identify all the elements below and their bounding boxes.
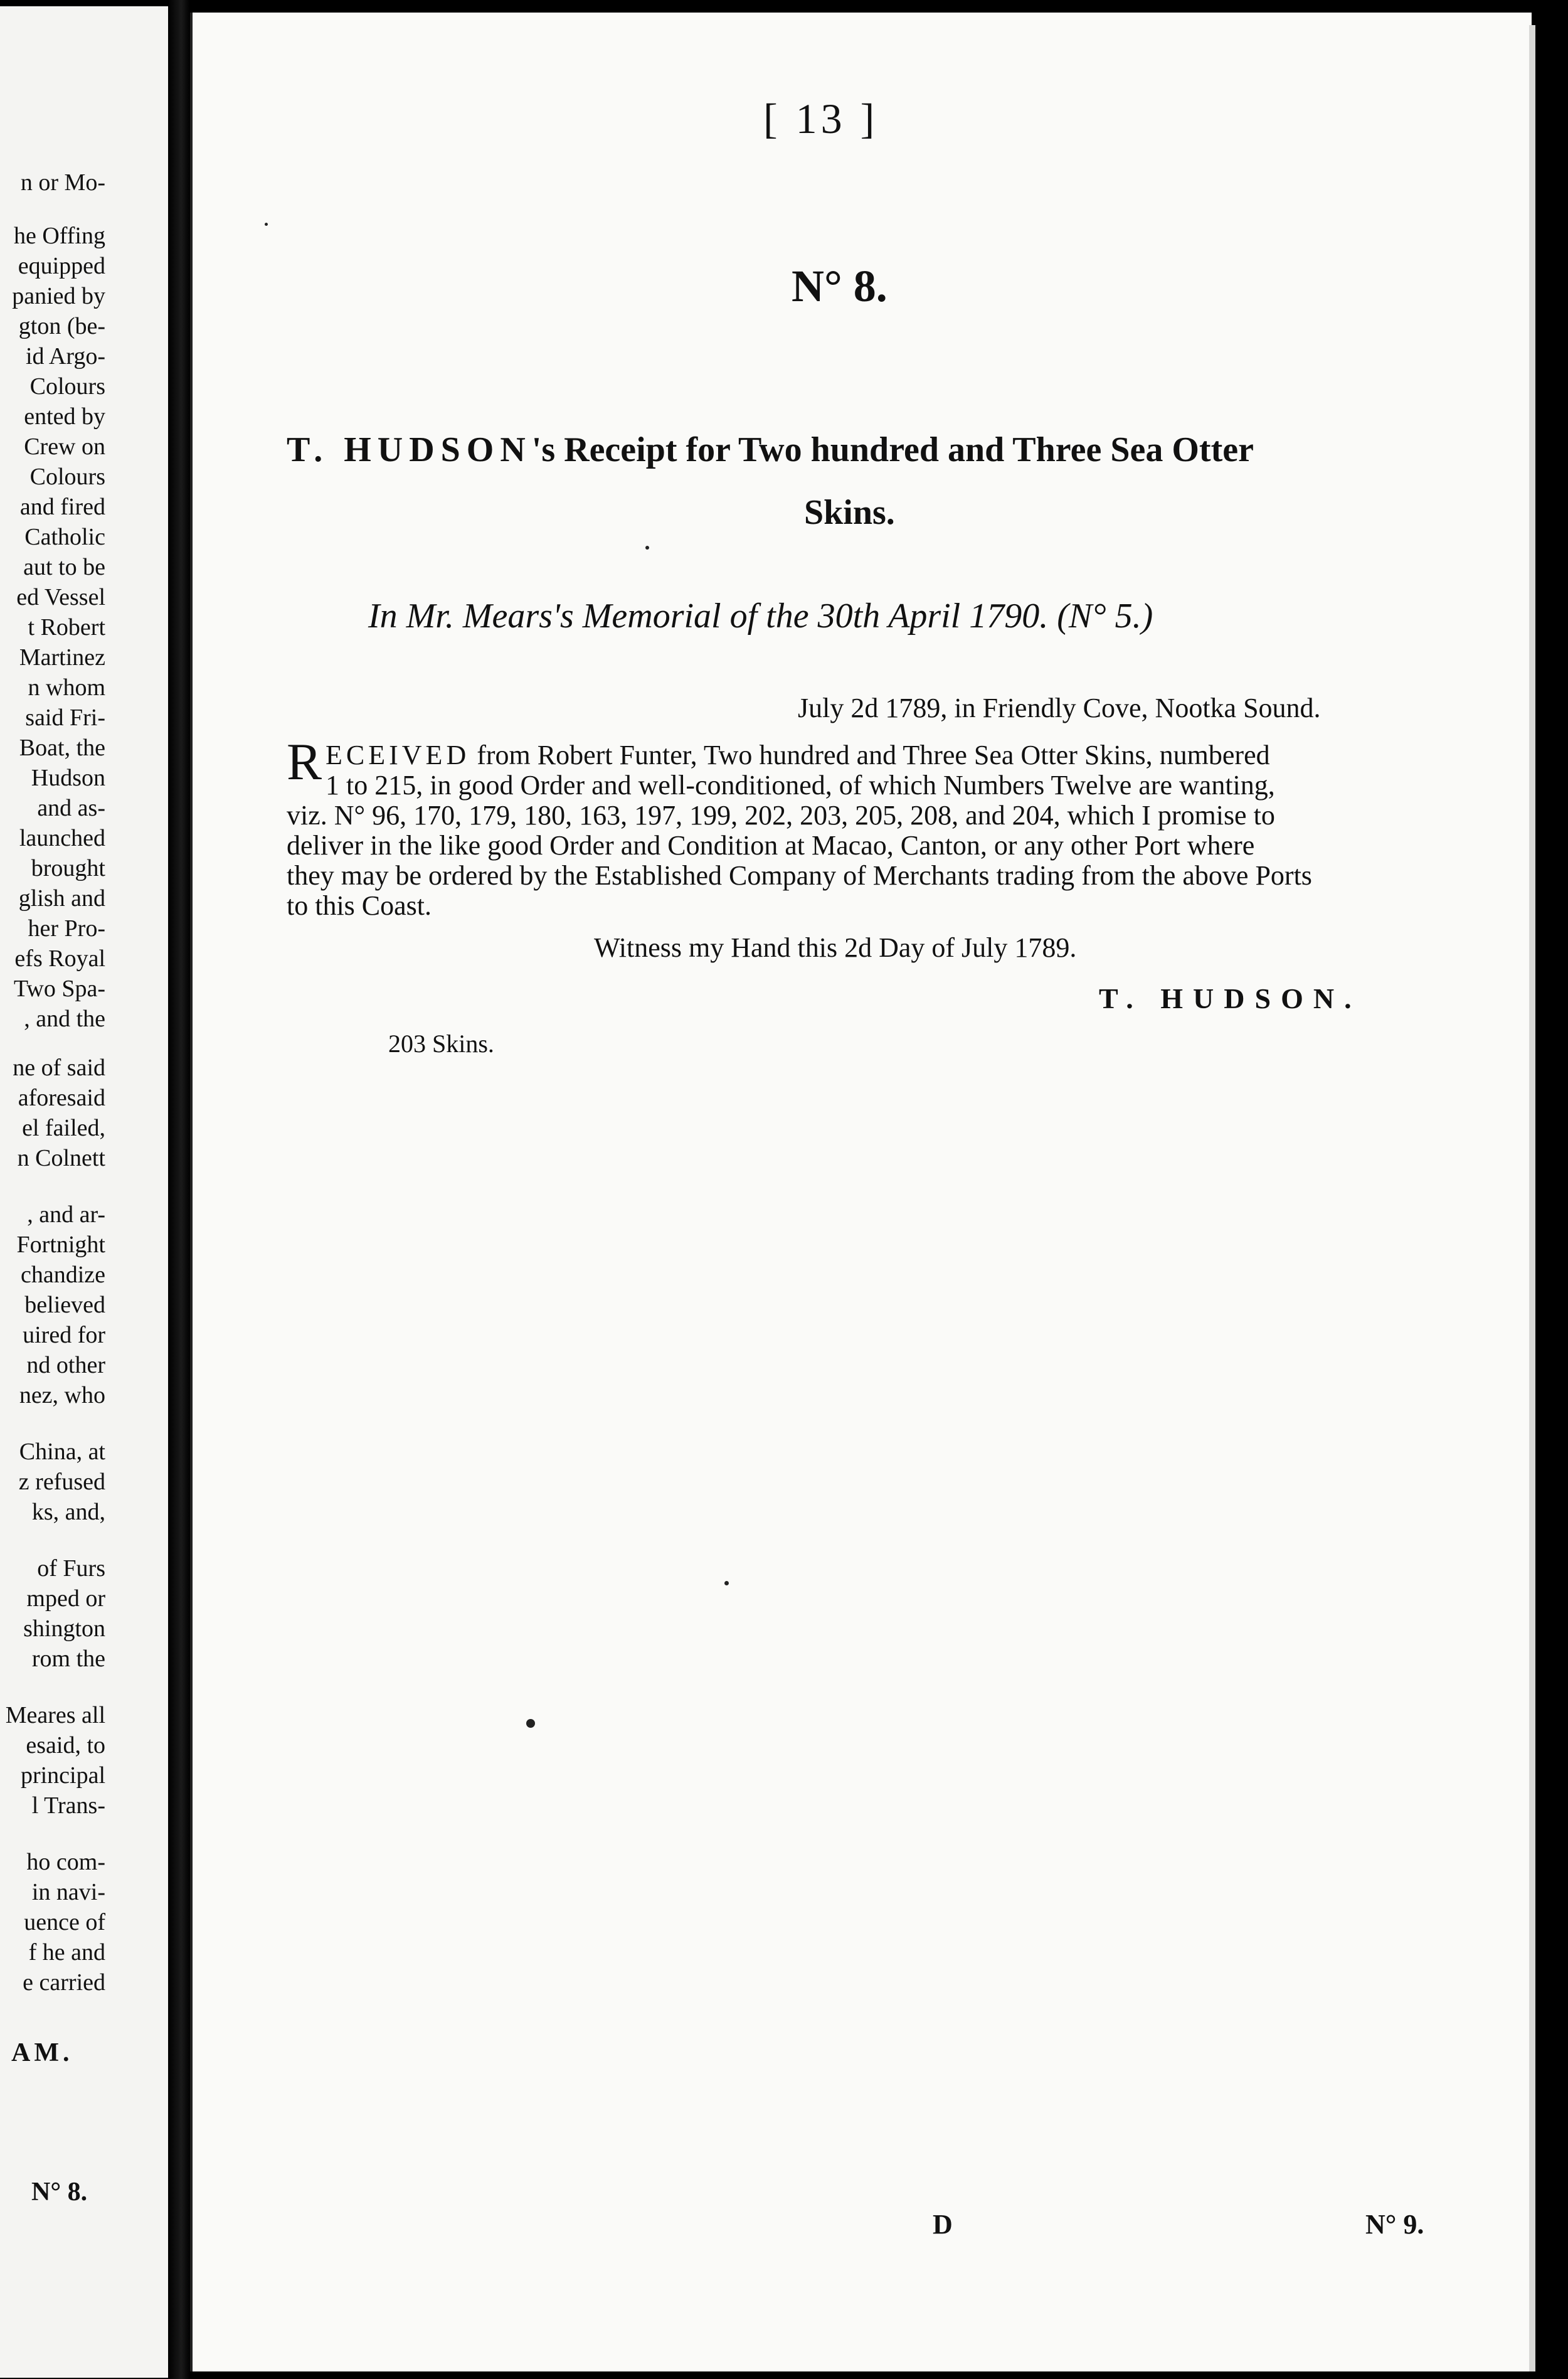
left-page-line: Boat, the <box>19 735 105 761</box>
skins-count-note: 203 Skins. <box>388 1030 494 1058</box>
left-page-line: chandize <box>20 1262 105 1288</box>
left-page-line: Colours <box>29 373 105 400</box>
left-page-line: and fired <box>19 494 105 520</box>
left-page-line: her Pro- <box>28 915 105 942</box>
left-page-line: Martinez <box>19 644 105 671</box>
left-page-line: ne of said <box>13 1055 105 1081</box>
left-page-line: Two Spa- <box>13 976 105 1002</box>
memorial-reference: In Mr. Mears's Memorial of the 30th April 1790. (N° 5.) <box>368 597 1153 636</box>
left-page-line: he Offing <box>14 223 105 249</box>
body-line-2: 1 to 215, in good Order and well-conditioned, of which Numbers Twelve are wanting, <box>326 770 1275 801</box>
left-page-line: z refused <box>18 1469 105 1495</box>
left-page-line: shington <box>23 1615 105 1642</box>
receipt-dateline: July 2d 1789, in Friendly Cove, Nootka Sound. <box>798 693 1321 723</box>
left-page-line: id Argo- <box>25 343 105 370</box>
left-page-line: ed Vessel <box>16 584 105 610</box>
left-page-line: launched <box>19 825 105 851</box>
document-number: N° 8. <box>792 261 887 311</box>
left-page-line: Colours <box>29 464 105 490</box>
left-page-line: f he and <box>28 1939 105 1966</box>
left-page-line: aforesaid <box>18 1085 105 1111</box>
left-page-line: gton (be- <box>18 313 105 339</box>
body-line-6: to this Coast. <box>287 890 432 921</box>
left-page-line: Catholic <box>24 524 105 550</box>
signature-mark: D <box>933 2209 953 2240</box>
title-name: T. HUDSON <box>287 430 532 469</box>
left-page-line: Fortnight <box>16 1232 105 1258</box>
left-page-line: panied by <box>12 283 105 309</box>
left-page-line: glish and <box>18 885 105 912</box>
left-facing-page <box>0 6 168 2378</box>
ink-speck <box>526 1719 535 1728</box>
left-page-line: n whom <box>28 674 105 701</box>
left-page-line: in navi- <box>31 1879 105 1905</box>
left-page-line: nd other <box>26 1352 105 1378</box>
left-page-line: efs Royal <box>14 945 105 972</box>
left-page-line: ented by <box>24 403 105 430</box>
left-page-line: China, at <box>19 1439 105 1465</box>
body-line-3: viz. N° 96, 170, 179, 180, 163, 197, 199, 202, 203, 205, 208, and 204, which I promise to <box>287 800 1275 831</box>
left-page-line: Hudson <box>31 765 105 791</box>
left-page-line: Meares all <box>5 1702 105 1728</box>
ink-speck <box>645 546 649 550</box>
left-page-line: l Trans- <box>31 1792 105 1819</box>
left-page-closing: AM. <box>11 2038 73 2067</box>
body-line-5: they may be ordered by the Established Company of Merchants trading from the above Ports <box>287 860 1312 891</box>
left-page-line: rom the <box>31 1646 105 1672</box>
left-page-line: equipped <box>18 253 105 279</box>
right-page-catchword: N° 9. <box>1365 2209 1424 2240</box>
left-page-line: aut to be <box>23 554 105 580</box>
ink-speck <box>265 223 268 226</box>
body-line-4: deliver in the like good Order and Condition at Macao, Canton, or any other Port where <box>287 830 1255 861</box>
left-page-line: ks, and, <box>31 1499 105 1525</box>
left-page-line: brought <box>31 855 105 881</box>
right-page <box>190 13 1532 2371</box>
left-page-line: believed <box>24 1292 105 1318</box>
left-page-line: Crew on <box>24 434 105 460</box>
left-page-line: of Furs <box>37 1555 105 1582</box>
left-page-line: mped or <box>26 1585 105 1612</box>
left-page-line: nez, who <box>19 1382 105 1408</box>
left-page-line: principal <box>20 1762 105 1789</box>
left-page-line: uired for <box>23 1322 105 1348</box>
left-page-line: n or Mo- <box>20 169 105 196</box>
page-edge <box>1529 25 1535 2371</box>
left-page-line: n Colnett <box>17 1145 105 1171</box>
left-page-line: and as- <box>37 795 105 821</box>
body-line-1: RECEIVED from Robert Funter, Two hundred and Three Sea Otter Skins, numbered <box>287 733 1270 791</box>
receipt-body <box>287 733 1409 921</box>
left-page-catchword: N° 8. <box>31 2178 88 2206</box>
left-page-line: t Robert <box>28 614 105 641</box>
left-page-line: e carried <box>23 1969 105 1996</box>
left-page-line: el failed, <box>22 1115 105 1141</box>
left-page-line: , and ar- <box>27 1201 105 1228</box>
receipt-title <box>287 430 1254 470</box>
book-gutter <box>168 0 190 2379</box>
ink-speck <box>724 1581 729 1585</box>
left-page-line: esaid, to <box>26 1732 105 1759</box>
left-page-line: ho com- <box>26 1849 105 1875</box>
receipt-title-line2: Skins. <box>804 493 895 532</box>
left-page-line: , and the <box>24 1006 105 1032</box>
drop-cap: R <box>287 733 322 791</box>
left-page-line: said Fri- <box>25 705 105 731</box>
page-number: [ 13 ] <box>763 95 879 142</box>
signer-name: T. HUDSON. <box>1099 982 1362 1014</box>
left-page-line: uence of <box>24 1909 105 1935</box>
title-rest: 's Receipt for Two hundred and Three Sea Otter <box>531 430 1254 469</box>
witness-line: Witness my Hand this 2d Day of July 1789. <box>594 932 1077 963</box>
